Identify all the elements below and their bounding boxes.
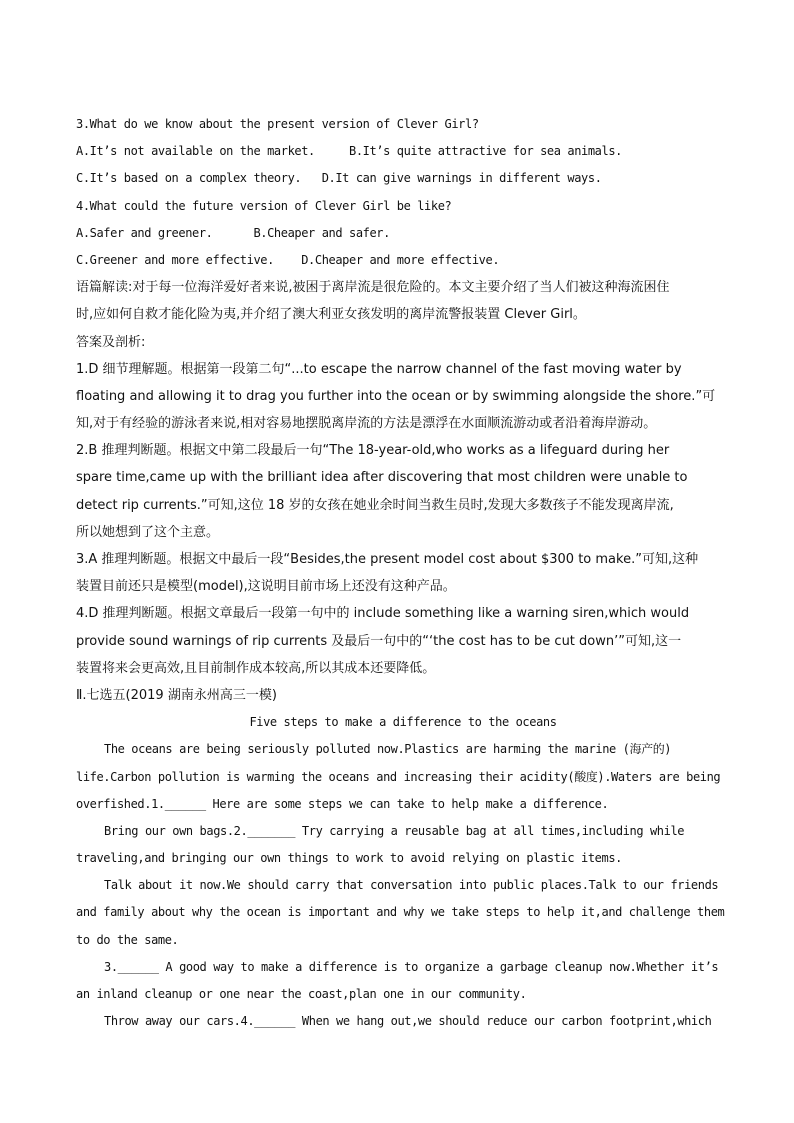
paragraph-4-line-2: an inland cleanup or one near the coast,plan one in our community. [76, 987, 527, 1001]
answer-3-line-1: 3.A 推理判断题。根据文中最后一段“Besides,the present model cost about $300 to make.”可知,这种 [76, 552, 699, 567]
question-4-options-ab [76, 220, 730, 247]
paragraph-1-line-2: life.Carbon pollution is warming the oceans and increasing their acidity(酸度).Waters are being [76, 769, 721, 784]
answer-2-line-1: 2.B 推理判断题。根据文中第二段最后一句“The 18-year-old,who works as a lifeguard during her [76, 443, 670, 459]
answer-4-line-3: 装置将来会更高效,且目前制作成本较高,所以其成本还要降低。 [76, 660, 436, 676]
paragraph-2-line-2: traveling,and bringing our own things to work to avoid relying on plastic items. [76, 851, 622, 866]
paragraph-3-line-1: Talk about it now.We should carry that conversation into public places.Talk to our friends [104, 878, 719, 893]
question-3-options-cd [76, 165, 730, 192]
option-4b: B.Cheaper and safer. [253, 225, 390, 240]
option-4c: C.Greener and more effective. [76, 252, 274, 267]
paragraph-3-line-3: to do the same. [76, 932, 179, 947]
answer-2-line-2: spare time,came up with the brilliant idea after discovering that most children were unable to [76, 470, 688, 486]
paragraph-4-line-1: 3.______ A good way to make a difference is to organize a garbage cleanup now.Whether it’s [104, 959, 719, 974]
paragraph-1-line-1: The oceans are being seriously polluted now.Plastics are harming the marine (海产的) [104, 742, 672, 757]
answer-2-line-3: detect rip currents.”可知,这位 18 岁的女孩在她业余时间当救生员时,发现大多数孩子不能发现离岸流, [76, 497, 674, 513]
question-3-options-ab [76, 138, 730, 165]
passage-title: Five steps to make a difference to the oceans [249, 715, 557, 730]
option-4a: A.Safer and greener. [76, 225, 213, 240]
answer-1-line-3: 知,对于有经验的游泳者来说,相对容易地摆脱离岸流的方法是漂浮在水面顺流游动或者沿着海岸游动。 [76, 416, 657, 432]
paragraph-5-line-1: Throw away our cars.4.______ When we hang out,we should reduce our carbon footprint,which [104, 1014, 712, 1029]
passage-analysis-line-2: 时,应如何自救才能化险为夷,并介绍了澳大利亚女孩发明的离岸流警报装置 Clever Girl。 [76, 307, 586, 323]
answer-3-line-2: 装置目前还只是模型(model),这说明目前市场上还没有这种产品。 [76, 579, 456, 595]
answer-1-line-1: 1.D 细节理解题。根据第一段第二句“...to escape the narrow channel of the fast moving water by [76, 361, 682, 377]
answer-1-line-2: floating and allowing it to drag you further into the ocean or by swimming alongside the shore.”可 [76, 388, 716, 404]
answer-2-line-4: 所以她想到了这个主意。 [76, 524, 220, 540]
paragraph-1-line-3: overfished.1.______ Here are some steps we can take to help make a difference. [76, 796, 609, 811]
paragraph-2-line-1: Bring our own bags.2._______ Try carrying a reusable bag at all times,including while [104, 823, 685, 838]
option-3b: B.It’s quite attractive for sea animals. [349, 144, 622, 159]
passage-analysis-line-1: 语篇解读:对于每一位海洋爱好者来说,被困于离岸流是很危险的。本文主要介绍了当人们被这种海流困住 [76, 280, 670, 296]
question-3-stem: 3.What do we know about the present version of Clever Girl? [76, 117, 479, 131]
option-3d: D.It can give warnings in different ways. [321, 171, 602, 186]
answer-4-line-1: 4.D 推理判断题。根据文章最后一段第一句中的 include something like a warning siren,which would [76, 606, 690, 622]
option-3a: A.It’s not available on the market. [76, 144, 315, 159]
paragraph-3-line-2: and family about why the ocean is important and why we take steps to help it,and challenge them [76, 905, 725, 920]
answer-4-line-2: provide sound warnings of rip currents 及最后一句中的“‘the cost has to be cut down’”可知,这一 [76, 633, 682, 649]
question-4-stem: 4.What could the future version of Clever Girl be like? [76, 198, 452, 213]
answer-heading: 答案及剖析: [76, 334, 146, 350]
question-4-options-cd [76, 247, 730, 274]
document-content [76, 111, 730, 1035]
section-2-heading: Ⅱ.七选五(2019 湖南永州高三一模) [76, 687, 277, 703]
option-4d: D.Cheaper and more effective. [301, 252, 500, 267]
option-3c: C.It’s based on a complex theory. [76, 171, 302, 186]
